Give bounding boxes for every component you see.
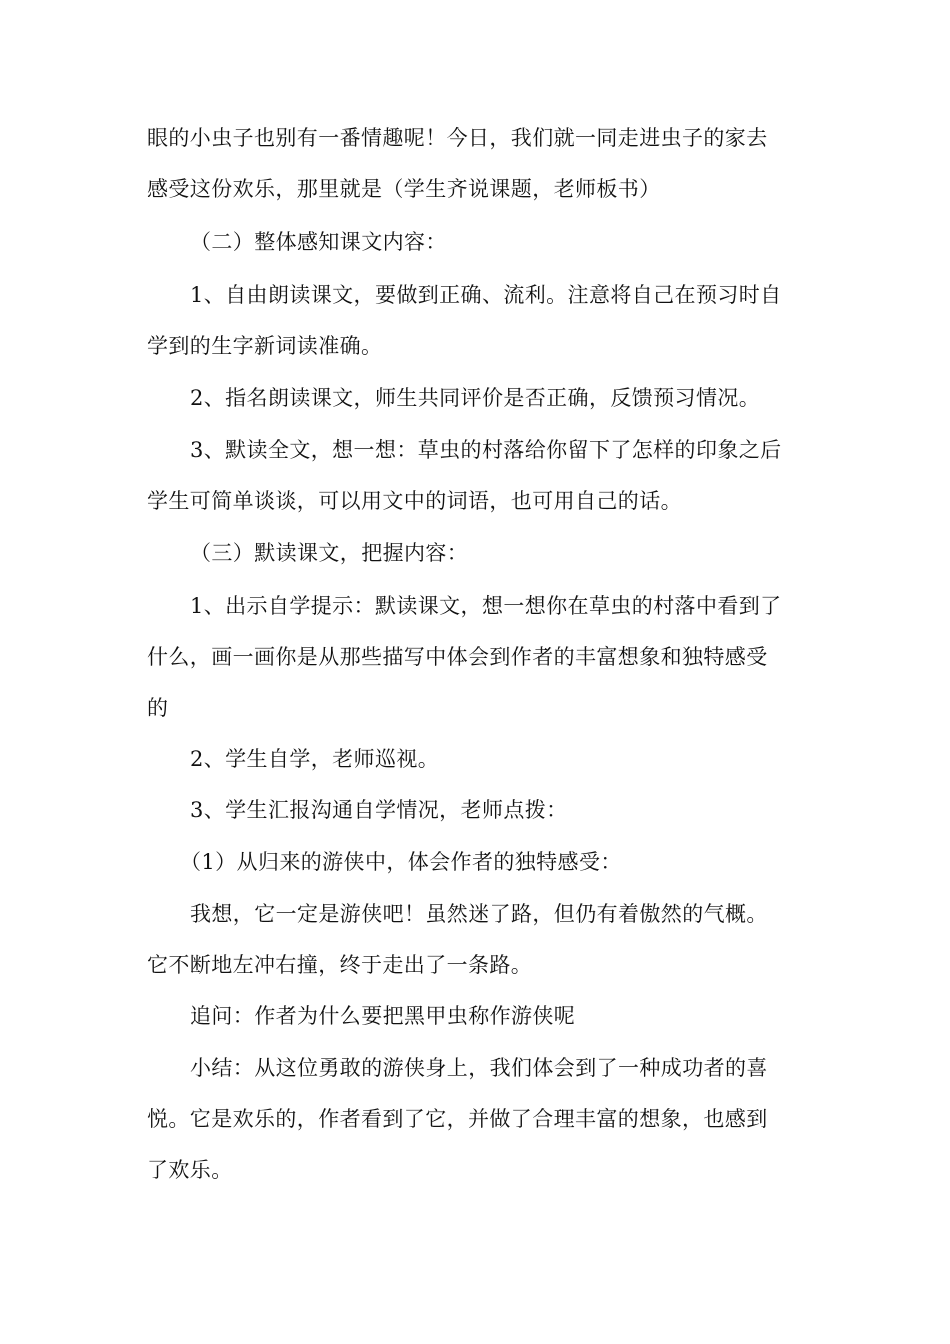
paragraph-line-17: 小结：从这位勇敢的游侠身上，我们体会到了一种成功者的喜 <box>190 1056 768 1080</box>
section-heading-3: （三）默读课文，把握内容： <box>190 541 469 565</box>
paragraph-line-14: 我想，它一定是游侠吧！虽然迷了路，但仍有着傲然的气概。 <box>190 902 768 926</box>
paragraph-line-15: 它不断地左冲右撞，终于走出了一条路。 <box>147 953 533 977</box>
paragraph-line-6: 3、默读全文，想一想：草虫的村落给你留下了怎样的印象之后 <box>190 438 782 462</box>
paragraph-line-12: 3、学生汇报沟通自学情况，老师点拨： <box>190 798 568 822</box>
paragraph-line-5: 2、指名朗读课文，师生共同评价是否正确，反馈预习情况。 <box>190 386 761 410</box>
paragraph-line-13: （1）从归来的游侠中，体会作者的独特感受： <box>180 850 622 874</box>
paragraph-line-8: 1、出示自学提示：默读课文，想一想你在草虫的村落中看到了 <box>190 594 782 618</box>
paragraph-line-11: 2、学生自学，老师巡视。 <box>190 747 440 771</box>
paragraph-line-16: 追问：作者为什么要把黑甲虫称作游侠呢 <box>190 1004 576 1028</box>
paragraph-line-4: 学到的生字新词读准确。 <box>147 334 383 358</box>
paragraph-line-9: 什么，画一画你是从那些描写中体会到作者的丰富想象和独特感受 <box>147 645 768 669</box>
paragraph-line-10: 的 <box>147 696 169 720</box>
paragraph-line-18: 悦。它是欢乐的，作者看到了它，并做了合理丰富的想象，也感到 <box>147 1107 768 1131</box>
paragraph-line-7: 学生可简单谈谈，可以用文中的词语，也可用自己的话。 <box>147 489 682 513</box>
paragraph-line-1: 眼的小虫子也别有一番情趣呢！今日，我们就一同走进虫子的家去 <box>147 126 768 150</box>
paragraph-line-19: 了欢乐。 <box>147 1158 233 1182</box>
paragraph-line-2: 感受这份欢乐，那里就是（学生齐说课题，老师板书） <box>147 177 661 201</box>
paragraph-line-3: 1、自由朗读课文，要做到正确、流利。注意将自己在预习时自 <box>190 283 782 307</box>
section-heading-2: （二）整体感知课文内容： <box>190 230 447 254</box>
